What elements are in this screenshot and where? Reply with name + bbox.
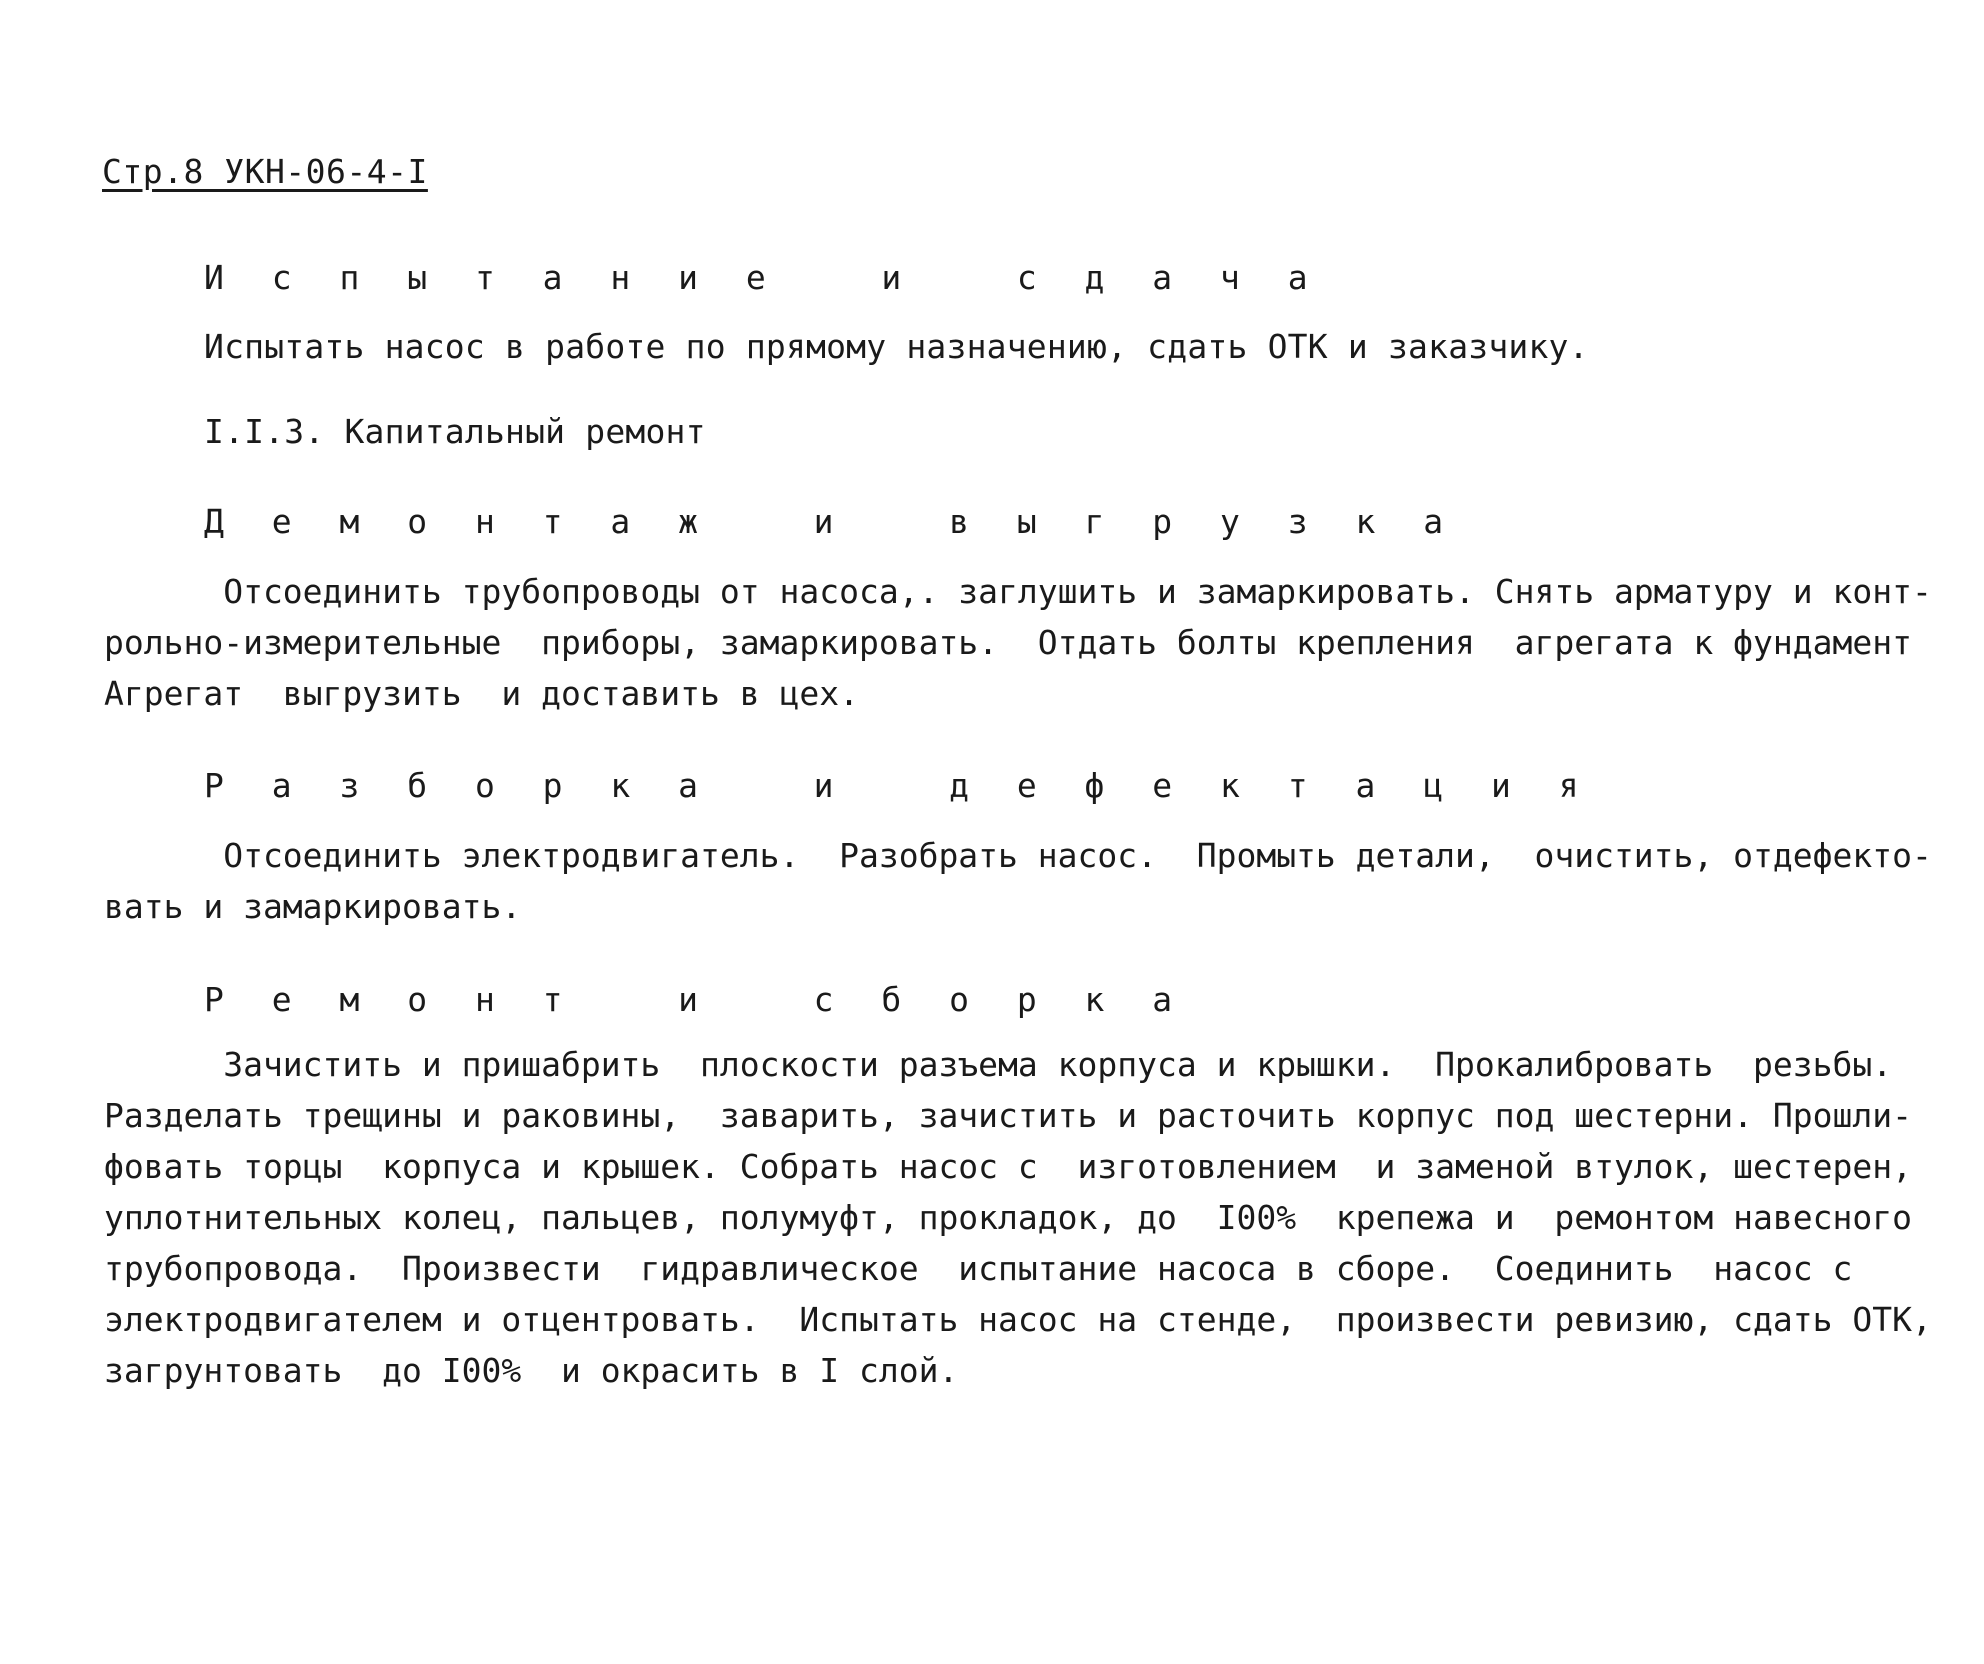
testing-text: Испытать насос в работе по прямому назначению, сдать ОТК и заказчику. — [204, 327, 1589, 366]
paragraph-line: Зачистить и пришабрить плоскости разъема корпуса и крышки. Прокалибровать резьбы. — [104, 1045, 1893, 1084]
paragraph-line: Отсоединить электродвигатель. Разобрать насос. Промыть детали, очистить, отдефекто- — [104, 836, 1932, 875]
paragraph-line: электродвигателем и отцентровать. Испытать насос на стенде, произвести ревизию, сдать ОТК, — [104, 1300, 1932, 1339]
page-header: Стр.8 УКН-06-4-I — [102, 152, 428, 191]
section-heading-overhaul: I.I.3. Капитальный ремонт — [204, 412, 706, 451]
paragraph-line: рольно-измерительные приборы, замаркировать. Отдать болты крепления агрегата к фундамент — [104, 623, 1912, 662]
dismantling-paragraph — [104, 566, 1964, 719]
paragraph-line: трубопровода. Произвести гидравлическое испытание насоса в сборе. Соединить насос с — [104, 1249, 1853, 1288]
paragraph-line: Разделать трещины и раковины, заварить, зачистить и расточить корпус под шестерни. Прошли- — [104, 1096, 1912, 1135]
paragraph-line: Агрегат выгрузить и доставить в цех. — [104, 674, 859, 713]
disassembly-paragraph — [104, 830, 1964, 932]
section-heading-dismantling: Д е м о н т а ж и в ы г р у з к а — [204, 502, 1458, 541]
paragraph-line: уплотнительных колец, пальцев, полумуфт, прокладок, до I00% крепежа и ремонтом навесного — [104, 1198, 1912, 1237]
paragraph-line: вать и замаркировать. — [104, 887, 522, 926]
paragraph-line: загрунтовать до I00% и окрасить в I слой. — [104, 1351, 959, 1390]
paragraph-line: фовать торцы корпуса и крышек. Собрать насос с изготовлением и заменой втулок, шестерен, — [104, 1147, 1912, 1186]
paragraph-line: Отсоединить трубопроводы от насоса,. заглушить и замаркировать. Снять арматуру и конт- — [104, 572, 1932, 611]
section-heading-repair: Р е м о н т и с б о р к а — [204, 980, 1187, 1019]
section-heading-testing: И с п ы т а н и е и с д а ч а — [204, 258, 1322, 297]
repair-paragraph — [104, 1039, 1964, 1396]
section-heading-disassembly: Р а з б о р к а и д е ф е к т а ц и я — [204, 766, 1593, 805]
